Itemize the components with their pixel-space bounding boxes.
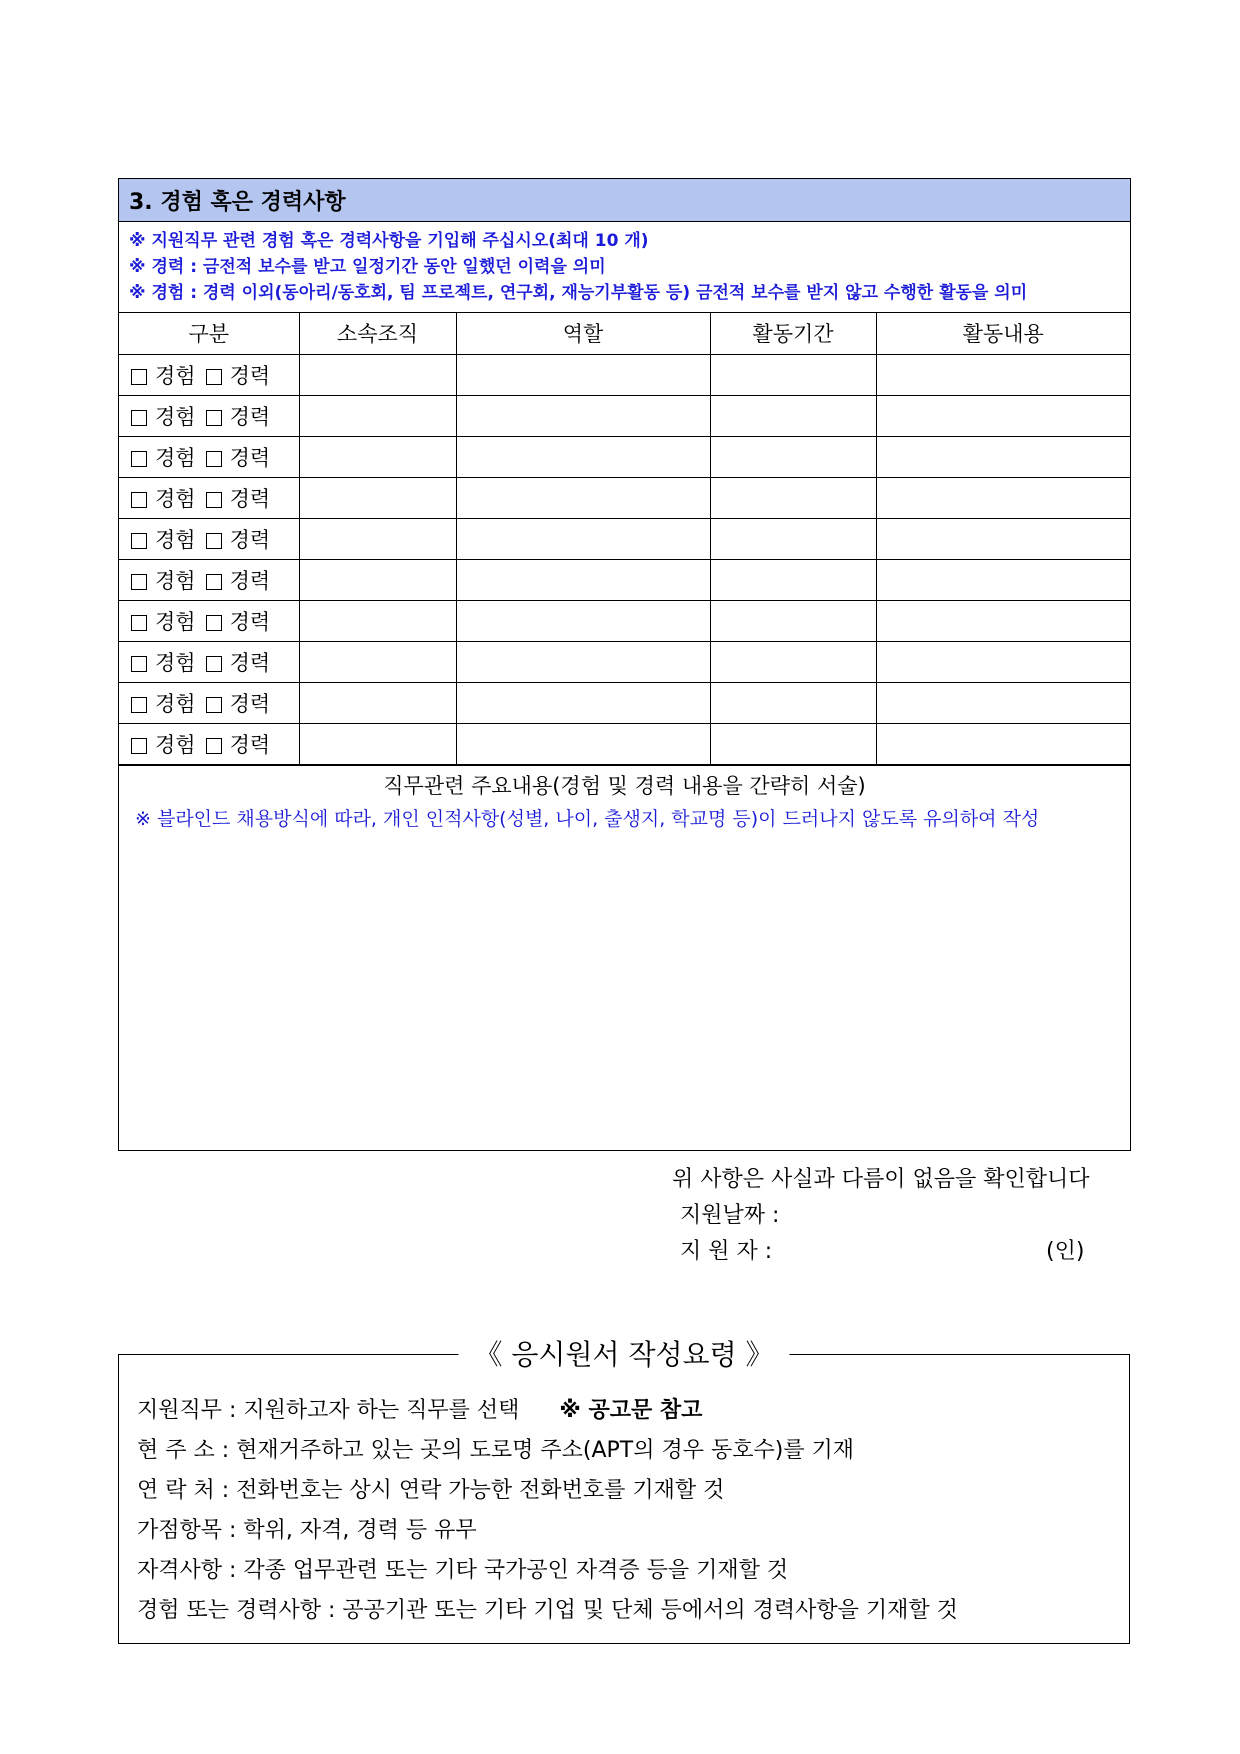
- experience-checkbox[interactable]: [131, 369, 147, 385]
- guide-item: 가점항목 : 학위, 자격, 경력 등 유무: [137, 1518, 477, 1543]
- table-row: [119, 559, 1130, 600]
- period-input[interactable]: [710, 436, 876, 477]
- experience-checkbox[interactable]: [131, 656, 147, 672]
- role-input[interactable]: [456, 641, 710, 682]
- organization-input[interactable]: [299, 395, 456, 436]
- activity-input[interactable]: [876, 559, 1130, 600]
- summary-textarea[interactable]: [119, 806, 1130, 1150]
- period-input[interactable]: [710, 477, 876, 518]
- role-input[interactable]: [456, 600, 710, 641]
- career-checkbox[interactable]: [206, 410, 222, 426]
- summary-note: ※ 블라인드 채용방식에 따라, 개인 인적사항(성별, 나이, 출생지, 학교명 등)이 드러나지 않도록 유의하여 작성: [135, 807, 1040, 830]
- seal-mark: (인): [1046, 1239, 1085, 1264]
- career-option-label: 경력: [229, 363, 271, 388]
- guide-item: 경험 또는 경력사항 : 공공기관 또는 기타 기업 및 단체 등에서의 경력사항을 기재할 것: [137, 1598, 958, 1623]
- table-header-row: [119, 313, 1130, 354]
- experience-option-label: 경험: [155, 404, 196, 429]
- guide-item: 지원직무 : 지원하고자 하는 직무를 선택 ※ 공고문 참고: [137, 1398, 703, 1423]
- career-option-label: 경력: [229, 609, 271, 634]
- type-cell: [119, 641, 299, 682]
- period-input[interactable]: [710, 518, 876, 559]
- experience-option-label: 경험: [155, 650, 196, 675]
- type-cell: [119, 436, 299, 477]
- organization-input[interactable]: [299, 600, 456, 641]
- table-row: [119, 682, 1130, 723]
- role-input[interactable]: [456, 436, 710, 477]
- organization-input[interactable]: [299, 354, 456, 395]
- activity-input[interactable]: [876, 723, 1130, 764]
- activity-input[interactable]: [876, 682, 1130, 723]
- experience-checkbox[interactable]: [131, 410, 147, 426]
- activity-input[interactable]: [876, 354, 1130, 395]
- header-organization: 소속조직: [299, 313, 456, 354]
- organization-input[interactable]: [299, 682, 456, 723]
- instruction-notes: [119, 222, 1130, 313]
- role-input[interactable]: [456, 518, 710, 559]
- experience-checkbox[interactable]: [131, 738, 147, 754]
- experience-option-label: 경험: [155, 363, 196, 388]
- table-row: [119, 477, 1130, 518]
- header-role: 역할: [456, 313, 710, 354]
- experience-form: [118, 178, 1131, 1151]
- period-input[interactable]: [710, 354, 876, 395]
- period-input[interactable]: [710, 723, 876, 764]
- activity-input[interactable]: [876, 641, 1130, 682]
- header-type: 구분: [119, 313, 299, 354]
- writing-guide: [118, 1338, 1130, 1644]
- table-row: [119, 436, 1130, 477]
- career-checkbox[interactable]: [206, 697, 222, 713]
- role-input[interactable]: [456, 682, 710, 723]
- guide-list: [137, 1391, 958, 1631]
- experience-option-label: 경험: [155, 691, 196, 716]
- table-row: [119, 723, 1130, 764]
- career-option-label: 경력: [229, 650, 271, 675]
- organization-input[interactable]: [299, 723, 456, 764]
- career-option-label: 경력: [229, 732, 271, 757]
- header-period: 활동기간: [710, 313, 876, 354]
- career-checkbox[interactable]: [206, 574, 222, 590]
- period-input[interactable]: [710, 395, 876, 436]
- experience-checkbox[interactable]: [131, 697, 147, 713]
- type-cell: [119, 559, 299, 600]
- experience-table: [119, 313, 1130, 765]
- experience-option-label: 경험: [155, 527, 196, 552]
- type-cell: [119, 395, 299, 436]
- type-cell: [119, 600, 299, 641]
- activity-input[interactable]: [876, 395, 1130, 436]
- experience-checkbox[interactable]: [131, 574, 147, 590]
- type-cell: [119, 477, 299, 518]
- type-cell: [119, 723, 299, 764]
- role-input[interactable]: [456, 559, 710, 600]
- organization-input[interactable]: [299, 477, 456, 518]
- table-row: [119, 600, 1130, 641]
- experience-checkbox[interactable]: [131, 492, 147, 508]
- applicant-row: [672, 1234, 1132, 1270]
- career-checkbox[interactable]: [206, 492, 222, 508]
- table-row: [119, 395, 1130, 436]
- activity-input[interactable]: [876, 600, 1130, 641]
- experience-option-label: 경험: [155, 732, 196, 757]
- type-cell: [119, 354, 299, 395]
- career-option-label: 경력: [229, 486, 271, 511]
- career-option-label: 경력: [229, 527, 271, 552]
- guide-item: 연 락 처 : 전화번호는 상시 연락 가능한 전화번호를 기재할 것: [137, 1478, 725, 1503]
- confirmation-block: [672, 1162, 1132, 1270]
- guide-item: 현 주 소 : 현재거주하고 있는 곳의 도로명 주소(APT의 경우 동호수)를 기재: [137, 1438, 855, 1463]
- table-row: [119, 641, 1130, 682]
- table-row: [119, 354, 1130, 395]
- guide-reference: ※ 공고문 참고: [559, 1398, 703, 1423]
- career-checkbox[interactable]: [206, 738, 222, 754]
- summary-heading: 직무관련 주요내용(경험 및 경력 내용을 간략히 서술): [119, 765, 1130, 806]
- period-input[interactable]: [710, 682, 876, 723]
- note-line: ※ 경험 : 경력 이외(동아리/동호회, 팀 프로젝트, 연구회, 재능기부활동 등) 금전적 보수를 받지 않고 수행한 활동을 의미: [129, 283, 1028, 303]
- career-option-label: 경력: [229, 568, 271, 593]
- role-input[interactable]: [456, 354, 710, 395]
- organization-input[interactable]: [299, 518, 456, 559]
- experience-checkbox[interactable]: [131, 451, 147, 467]
- career-checkbox[interactable]: [206, 656, 222, 672]
- table-row: [119, 518, 1130, 559]
- experience-option-label: 경험: [155, 445, 196, 470]
- career-checkbox[interactable]: [206, 451, 222, 467]
- role-input[interactable]: [456, 723, 710, 764]
- period-input[interactable]: [710, 559, 876, 600]
- activity-input[interactable]: [876, 518, 1130, 559]
- role-input[interactable]: [456, 395, 710, 436]
- organization-input[interactable]: [299, 436, 456, 477]
- guide-title: 《 응시원서 작성요령 》: [458, 1333, 789, 1373]
- experience-option-label: 경험: [155, 609, 196, 634]
- period-input[interactable]: [710, 600, 876, 641]
- organization-input[interactable]: [299, 641, 456, 682]
- career-option-label: 경력: [229, 404, 271, 429]
- activity-input[interactable]: [876, 436, 1130, 477]
- career-checkbox[interactable]: [206, 533, 222, 549]
- career-checkbox[interactable]: [206, 615, 222, 631]
- applicant-label: 지 원 자 :: [680, 1239, 773, 1264]
- activity-input[interactable]: [876, 477, 1130, 518]
- note-line: ※ 지원직무 관련 경험 혹은 경력사항을 기입해 주십시오(최대 10 개): [129, 231, 649, 251]
- experience-option-label: 경험: [155, 568, 196, 593]
- date-label: 지원날짜 :: [680, 1203, 780, 1228]
- type-cell: [119, 518, 299, 559]
- date-row: [672, 1198, 1132, 1234]
- experience-checkbox[interactable]: [131, 615, 147, 631]
- career-option-label: 경력: [229, 691, 271, 716]
- period-input[interactable]: [710, 641, 876, 682]
- career-checkbox[interactable]: [206, 369, 222, 385]
- section-title: 3. 경험 혹은 경력사항: [119, 179, 1130, 222]
- type-cell: [119, 682, 299, 723]
- experience-option-label: 경험: [155, 486, 196, 511]
- confirmation-statement: 위 사항은 사실과 다름이 없음을 확인합니다: [672, 1167, 1090, 1192]
- career-option-label: 경력: [229, 445, 271, 470]
- note-line: ※ 경력 : 금전적 보수를 받고 일정기간 동안 일했던 이력을 의미: [129, 257, 606, 277]
- organization-input[interactable]: [299, 559, 456, 600]
- guide-item: 자격사항 : 각종 업무관련 또는 기타 국가공인 자격증 등을 기재할 것: [137, 1558, 789, 1583]
- experience-checkbox[interactable]: [131, 533, 147, 549]
- role-input[interactable]: [456, 477, 710, 518]
- header-activity: 활동내용: [876, 313, 1130, 354]
